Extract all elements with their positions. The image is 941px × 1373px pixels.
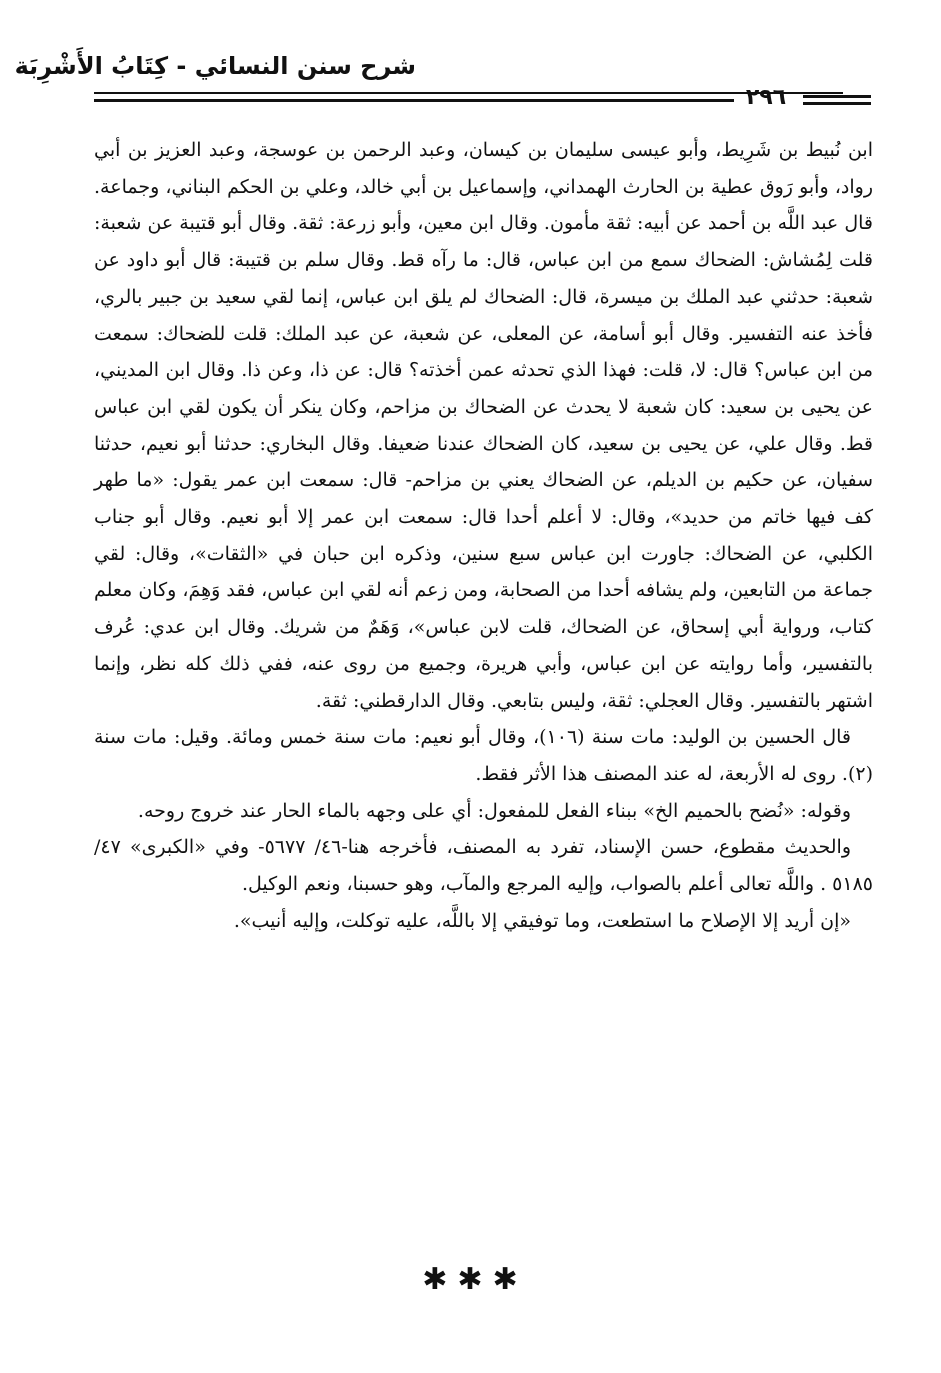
paragraph-narrators: ابن نُبيط بن شَرِيط، وأبو عيسى سليمان بن كيسان، وعبد الرحمن بن عوسجة، وعبد العزيز بن أبي رواد، وأبو رَوق عطية بن الحارث الهمداني، وإسماعيل بن أبي خالد، وعلي بن الحكم البناني، وجماعة. قال عبد اللَّه بن أحمد عن أبيه: ثقة مأمون. وقال ابن معين، وأبو زرعة: ثقة. وقال أبو قتيبة عن شعبة: قلت لِمُشاش: الضحاك سمع من ابن عباس، قال: ما رآه قط. وقال سلم بن قتيبة: قال أبو داود عن شعبة: حدثني عبد الملك بن ميسرة، قال: الضحاك لم يلق ابن عباس، إنما لقي سعيد بن جبير بالري، فأخذ عنه التفسير. وقال أبو أسامة، عن المعلى، عن شعبة، عن عبد الملك: قلت للضحاك: سمعت من ابن عباس؟ قال: لا، قلت: فهذا الذي تحدثه عمن أخذته؟ قال: عن ذا، وعن ذا. وقال ابن المديني، عن يحيى بن سعيد: كان شعبة لا يحدث عن الضحاك بن مزاحم، وكان ينكر أن يكون لقي ابن عباس قط. وقال علي، عن يحيى بن سعيد، كان الضحاك عندنا ضعيفا. وقال البخاري: حدثنا أبو نعيم، حدثنا سفيان، عن حكيم بن الديلم، عن الضحاك يعني بن مزاحم- قال: سمعت ابن عمر يقول: «ما طهر كف فيها خاتم من حديد»، وقال: لا أعلم أحدا قال: سمعت ابن عمر إلا أبو نعيم. وقال أبو جناب الكلبي، عن الضحاك: جاورت ابن عباس سبع سنين، وذكره ابن حبان في «الثقات»، وقال: لقي جماعة من التابعين، ولم يشافه أحدا من الصحابة، ومن زعم أنه لقي ابن عباس، فقد وَهِمَ، وكان معلم كتاب، ورواية أبي إسحاق، عن الضحاك، قلت لابن عباس»، وَهَمٌ من شريك. وقال ابن عدي: عُرف بالتفسير، وأما روايته عن ابن عباس، وأبي هريرة، وجميع من روى عنه، ففي ذلك كله نظر، وإنما اشتهر بالتفسير. وقال العجلي: ثقة، وليس بتابعي. وقال الدارقطني: ثقة. [94, 139, 873, 712]
paragraph-closing-verse: «إن أريد إلا الإصلاح ما استطعت، وما توفيقي إلا باللَّه، عليه توكلت، وإليه أنيب». [233, 909, 851, 932]
section-separator-stars: ✱✱✱ [422, 1262, 528, 1297]
paragraph-explanation: وقوله: «نُضح بالحميم الخ» ببناء الفعل للمفعول: أي على وجهه بالماء الحار عند خروج روحه. [137, 799, 851, 822]
running-header-title: شرح سنن النسائي - كِتَابُ الأَشْرِبَة [14, 52, 416, 80]
page-number-ornament-top [803, 95, 871, 98]
page-number: ٢٩٦ [745, 85, 787, 110]
header-divider-line [94, 99, 734, 102]
paragraph-death-date: قال الحسين بن الوليد: مات سنة (١٠٦)، وقال أبو نعيم: مات سنة خمس ومائة. وقيل: مات سنة (٢). روى له الأربعة، له عند المصنف هذا الأثر فقط. [94, 726, 873, 785]
page-number-ornament-bottom [803, 102, 871, 105]
paragraph-hadith-grade: والحديث مقطوع، حسن الإسناد، تفرد به المصنف، فأخرجه هنا-٤٦/ ٥٦٧٧- وفي «الكبرى» ٤٧/ ٥١٨٥ . واللَّه تعالى أعلم بالصواب، وإليه المرجع والمآب، وهو حسبنا، ونعم الوكيل. [94, 836, 873, 896]
main-text [94, 132, 873, 939]
header-rule [94, 92, 843, 94]
